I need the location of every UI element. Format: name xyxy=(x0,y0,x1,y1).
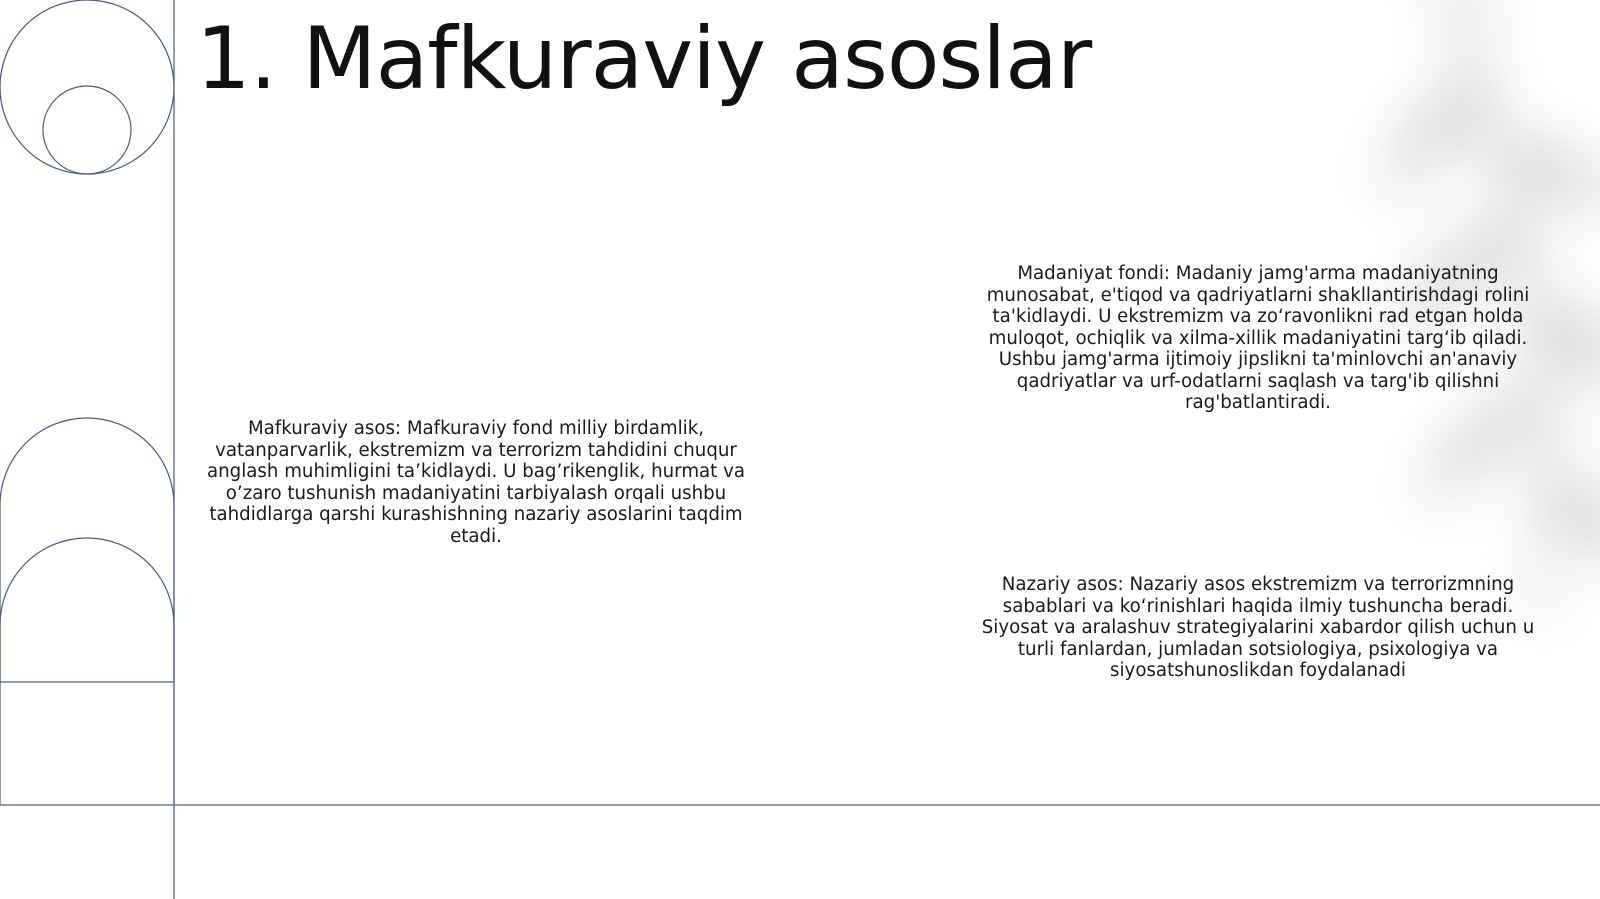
small-circle-outline xyxy=(43,86,131,174)
cultural-fund-text: Madaniyat fondi: Madaniy jamg'arma madaniyatning munosabat, e'tiqod va qadriyatlarni shakllantirishdagi rolini ta'kidlaydi. U ekstremizm va zo‘ravonlikni rad etgan holda muloqot, ochiqlik va xilma-xillik madaniyatini targ‘ib qiladi. Ushbu jamg'arma ijtimoiy jipslikni ta'minlovchi an'anaviy qadriyatlar va urf-odatlarni saqlash va targ'ib qilishni rag'batlantiradi. xyxy=(986,263,1530,413)
slide-title: 1. Mafkuraviy asoslar xyxy=(196,9,1092,109)
theoretical-basis-text: Nazariy asos: Nazariy asos ekstremizm va terrorizmning sabablari va ko‘rinishlari haqida ilmiy tushuncha beradi. Siyosat va aralashuv strategiyalarini xabardor qilish uchun u turli fanlardan, jumladan sotsiologiya, psixologiya va siyosatshunoslikdan foydalanadi xyxy=(981,574,1535,681)
arch-outline-bottom xyxy=(0,538,174,682)
ideological-basis-text: Mafkuraviy asos: Mafkuraviy fond milliy birdamlik, vatanparvarlik, ekstremizm va terrorizm tahdidini chuqur anglash muhimligini ta’kidlaydi. U bag’rikenglik, hurmat va o’zaro tushunish madaniyatini tarbiyalash orqali ushbu tahdidlarga qarshi kurashishning nazariy asoslarini taqdim etadi. xyxy=(207,418,745,547)
arch-outline-top xyxy=(0,418,174,805)
large-circle-outline xyxy=(0,0,174,174)
